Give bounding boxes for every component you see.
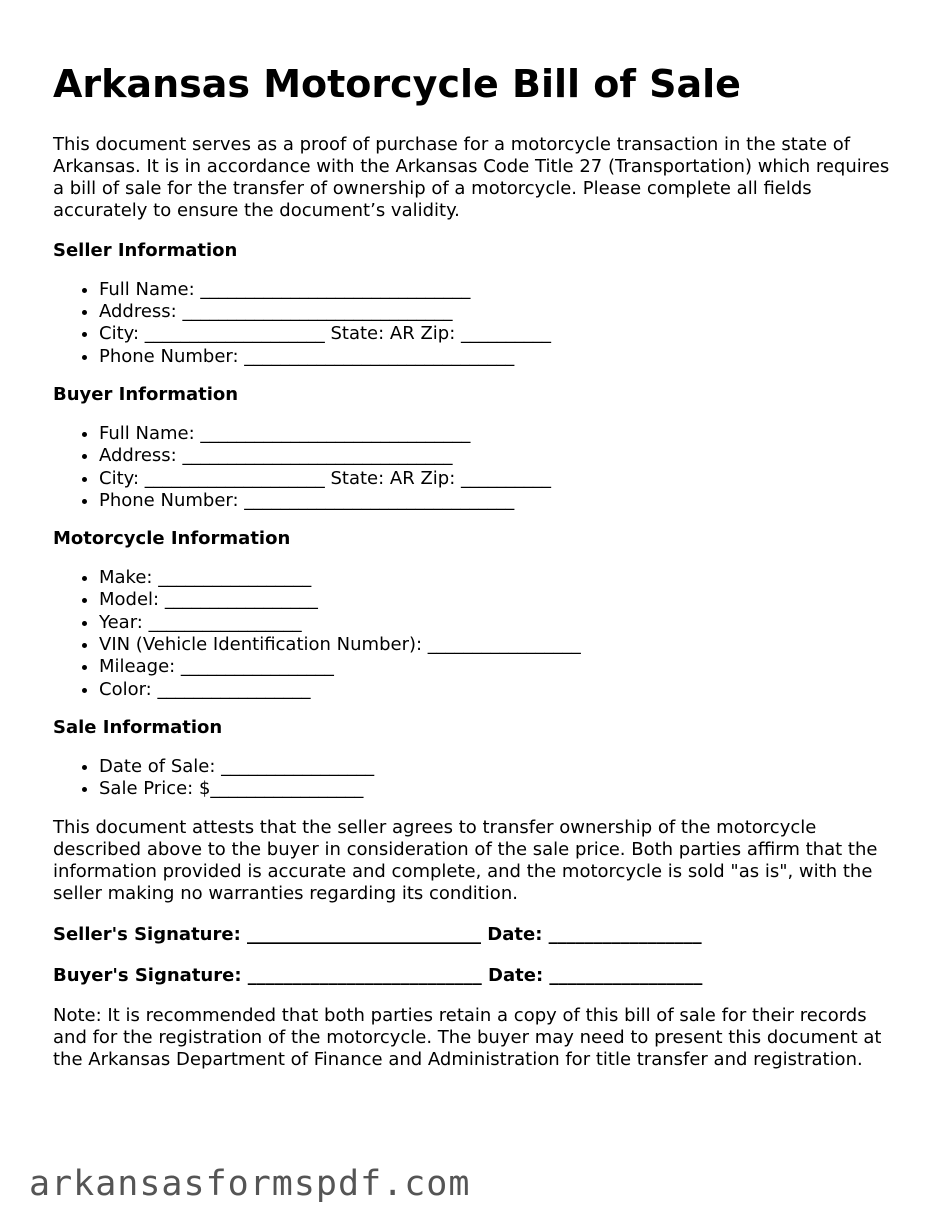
motorcycle-fields [53,567,903,701]
buyer-address-field[interactable]: • Address: ______________________________ [99,445,903,467]
buyer-fields [53,423,903,512]
note-paragraph: Note: It is recommended that both parties retain a copy of this bill of sale for their records and for the registration of the motorcycle. The buyer may need to present this document at the Arkansas Department of Finance and Administration for title transfer and registration. [53,1004,882,1071]
motorcycle-heading: Motorcycle Information [53,528,291,550]
seller-city-state-zip-field[interactable]: • City: ____________________ State: AR Zip: __________ [99,323,903,345]
motorcycle-model-field[interactable]: • Model: _________________ [99,589,903,611]
intro-paragraph: This document serves as a proof of purchase for a motorcycle transaction in the state of Arkansas. It is in accordance with the Arkansas Code Title 27 (Transportation) which requires a bill of sale for the transfer of ownership of a motorcycle. Please complete all fields accurately to ensure the document’s validity. [53,133,890,222]
motorcycle-mileage-field[interactable]: • Mileage: _________________ [99,656,903,678]
buyer-signature-line[interactable]: Buyer's Signature: __________________________ Date: _________________ [53,964,703,986]
seller-full-name-field[interactable]: • Full Name: ______________________________ [99,279,903,301]
sale-date-field[interactable]: • Date of Sale: _________________ [99,756,903,778]
motorcycle-make-field[interactable]: • Make: _________________ [99,567,903,589]
seller-address-field[interactable]: • Address: ______________________________ [99,301,903,323]
site-watermark: arkansasformspdf.com [29,1164,471,1204]
sale-price-field[interactable]: • Sale Price: $_________________ [99,778,903,800]
buyer-phone-field[interactable]: • Phone Number: ______________________________ [99,490,903,512]
motorcycle-vin-field[interactable]: • VIN (Vehicle Identification Number): _________________ [99,634,903,656]
buyer-full-name-field[interactable]: • Full Name: ______________________________ [99,423,903,445]
attestation-paragraph: This document attests that the seller agrees to transfer ownership of the motorcycle described above to the buyer in consideration of the sale price. Both parties affirm that the information provided is accurate and complete, and the motorcycle is sold "as is", with the seller making no warranties regarding its condition. [53,816,878,905]
seller-signature-line[interactable]: Seller's Signature: __________________________ Date: _________________ [53,923,702,945]
buyer-city-state-zip-field[interactable]: • City: ____________________ State: AR Zip: __________ [99,468,903,490]
seller-fields [53,279,903,368]
buyer-heading: Buyer Information [53,383,239,405]
motorcycle-year-field[interactable]: • Year: _________________ [99,612,903,634]
document-page [53,62,903,1089]
sale-fields [53,756,903,801]
sale-heading: Sale Information [53,716,223,738]
document-title: Arkansas Motorcycle Bill of Sale [53,62,741,106]
seller-heading: Seller Information [53,239,238,261]
motorcycle-color-field[interactable]: • Color: _________________ [99,679,903,701]
seller-phone-field[interactable]: • Phone Number: ______________________________ [99,346,903,368]
